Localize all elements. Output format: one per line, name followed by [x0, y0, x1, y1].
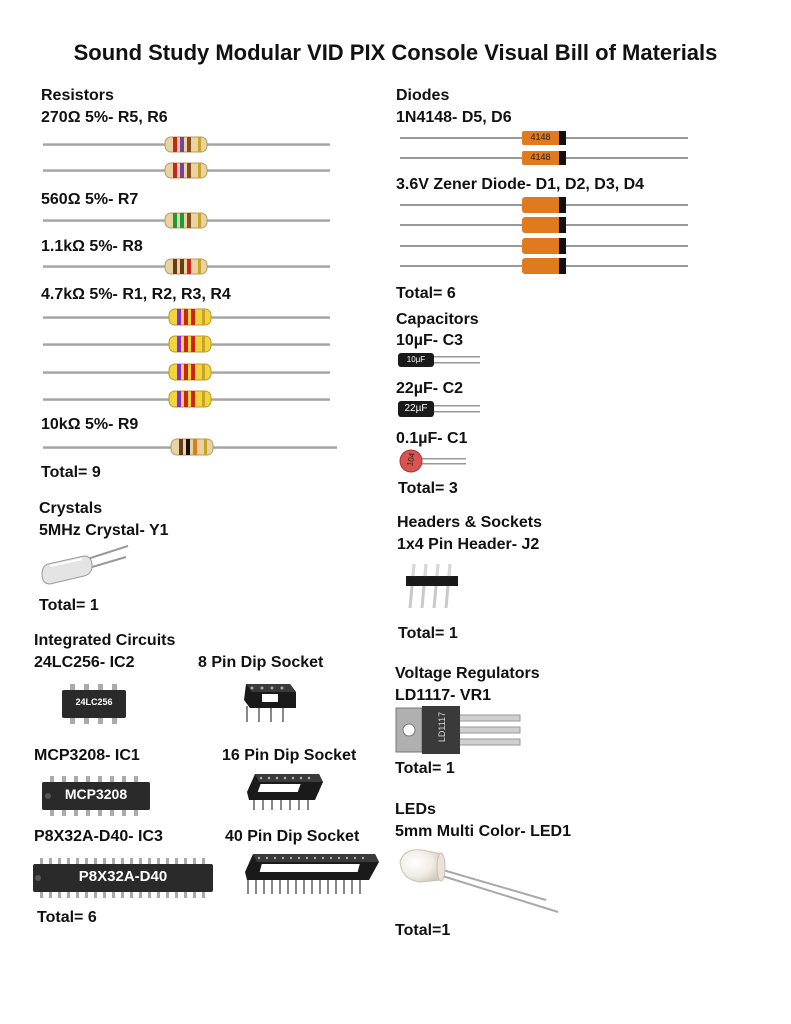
- resistor-r8: [43, 259, 330, 274]
- diodes-total: Total= 6: [396, 285, 456, 302]
- led-label: 5mm Multi Color- LED1: [395, 823, 572, 840]
- regulators-heading: Voltage Regulators: [395, 665, 540, 682]
- resistor-label-1k1: 1.1kΩ 5%- R8: [41, 238, 143, 255]
- cap-c1-label: 0.1µF- C1: [396, 430, 468, 447]
- resistor-r7: [43, 213, 330, 228]
- cap-c2-marking: 22µF: [404, 403, 428, 414]
- resistor-r3: [43, 364, 330, 380]
- socket16: [245, 772, 325, 812]
- resistor-label-4k7: 4.7kΩ 5%- R1, R2, R3, R4: [41, 286, 231, 303]
- cap-c2-label: 22µF- C2: [396, 380, 464, 397]
- regulator-label: LD1117- VR1: [395, 687, 492, 704]
- resistor-r4: [43, 391, 330, 407]
- socket16-label: 16 Pin Dip Socket: [222, 747, 357, 764]
- ic3-chip: [32, 858, 214, 898]
- diode-d6-marking: 4148: [530, 152, 551, 162]
- resistor-label-270: 270Ω 5%- R5, R6: [41, 109, 168, 126]
- cap-c1-marking: 104: [405, 452, 417, 467]
- headers-total: Total= 1: [398, 625, 458, 642]
- resistor-label-560: 560Ω 5%- R7: [41, 191, 139, 208]
- resistor-r5: [43, 137, 330, 152]
- headers-heading: Headers & Sockets: [397, 514, 542, 531]
- diode-zener-label: 3.6V Zener Diode- D1, D2, D3, D4: [396, 176, 645, 193]
- socket40: [243, 852, 383, 898]
- zener-diodes: [400, 196, 688, 276]
- diode-signal-label: 1N4148- D5, D6: [396, 109, 512, 126]
- resistor-r2: [43, 336, 330, 352]
- resistor-r1: [43, 309, 330, 325]
- ics-total: Total= 6: [37, 909, 97, 926]
- ics-heading: Integrated Circuits: [34, 632, 176, 649]
- ic3-label: P8X32A-D40- IC3: [34, 828, 163, 845]
- ic1-marking: MCP3208: [64, 786, 128, 802]
- leds-heading: LEDs: [395, 801, 436, 818]
- diode-d5-marking: 4148: [530, 132, 551, 142]
- diode-d5: [400, 130, 688, 146]
- ic2-chip: [60, 684, 130, 724]
- cap-c2: [398, 400, 480, 418]
- crystals-heading: Crystals: [39, 500, 103, 517]
- capacitors-heading: Capacitors: [396, 311, 479, 328]
- regulator-marking: LD1117: [437, 711, 447, 743]
- capacitors-total: Total= 3: [398, 480, 458, 497]
- diode-d3: [400, 238, 688, 254]
- diode-d6: [400, 150, 688, 166]
- pin-header-j2: [404, 560, 460, 612]
- cap-c3-marking: 10µF: [406, 355, 426, 364]
- cap-c1: [398, 449, 468, 473]
- ic3-marking: P8X32A-D40: [78, 868, 168, 885]
- crystals-total: Total= 1: [39, 597, 99, 614]
- ic1-label: MCP3208- IC1: [34, 747, 140, 764]
- diode-d2: [400, 217, 688, 233]
- led-1: [396, 844, 562, 916]
- diodes-heading: Diodes: [396, 87, 450, 104]
- resistors-total: Total= 9: [41, 464, 101, 481]
- regulators-total: Total= 1: [395, 760, 455, 777]
- socket8-label: 8 Pin Dip Socket: [198, 654, 324, 671]
- ic2-marking: 24LC256: [75, 697, 113, 707]
- resistors-heading: Resistors: [41, 87, 114, 104]
- regulator-vr1: [396, 706, 522, 754]
- diode-d4: [400, 258, 688, 274]
- cap-c3-label: 10µF- C3: [396, 332, 464, 349]
- crystal-label: 5MHz Crystal- Y1: [39, 522, 169, 539]
- socket40-label: 40 Pin Dip Socket: [225, 828, 360, 845]
- resistor-r6: [43, 163, 330, 178]
- page-title: Sound Study Modular VID PIX Console Visual Bill of Materials: [73, 40, 718, 65]
- header-label: 1x4 Pin Header- J2: [397, 536, 540, 553]
- ic2-label: 24LC256- IC2: [34, 654, 135, 671]
- leds-total: Total=1: [395, 922, 451, 939]
- resistor-r9: [43, 439, 337, 455]
- resistor-label-10k: 10kΩ 5%- R9: [41, 416, 139, 433]
- diode-d1: [400, 197, 688, 213]
- crystal-y1: [40, 540, 130, 590]
- ic1-chip: [40, 776, 152, 816]
- socket8: [240, 680, 300, 724]
- cap-c3: [398, 352, 480, 368]
